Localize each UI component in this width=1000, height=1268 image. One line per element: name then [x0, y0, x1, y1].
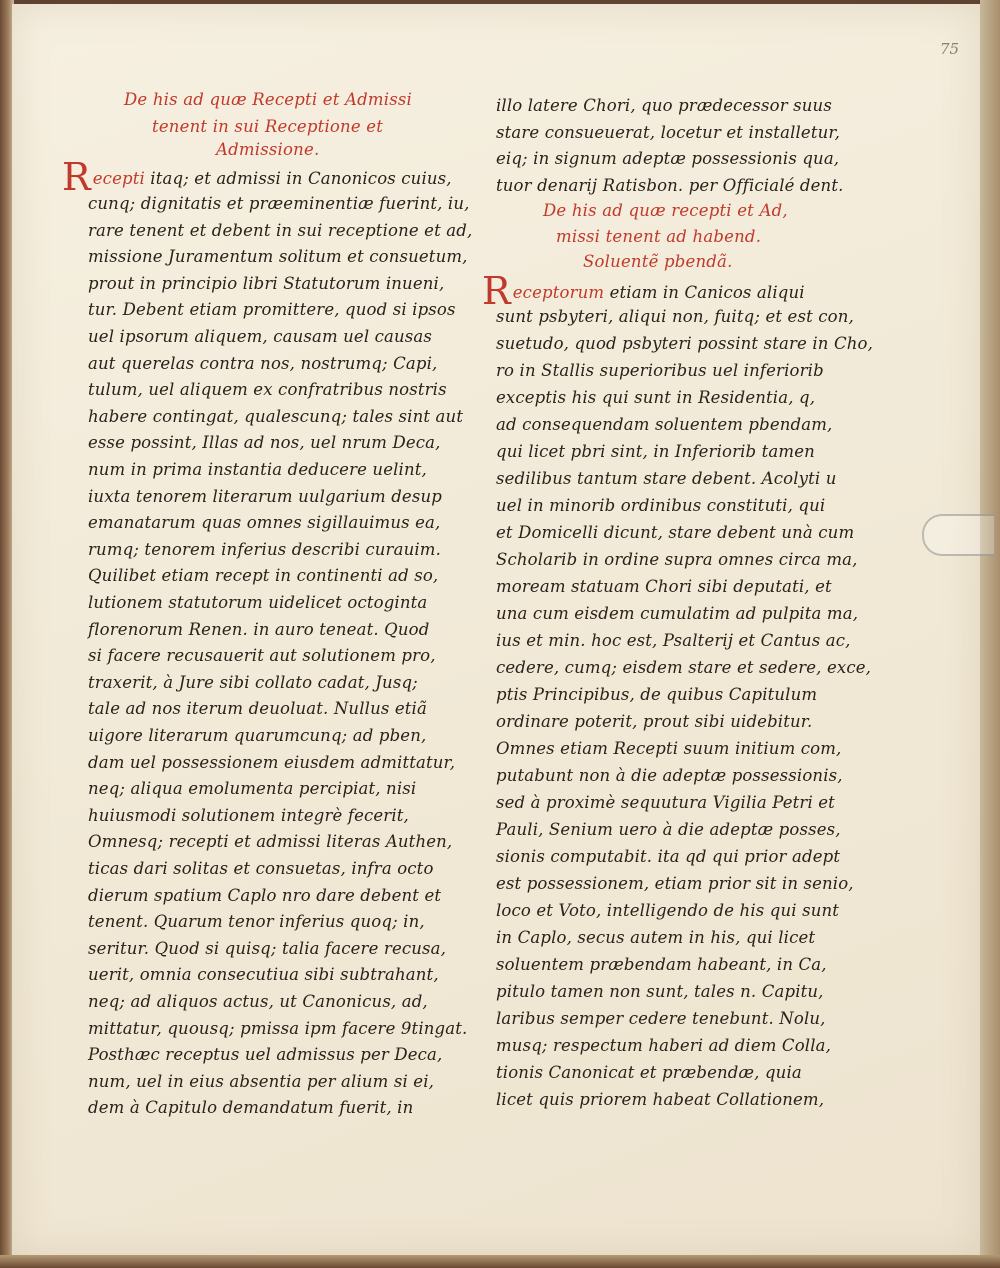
text-line: florenorum Renen. in auro teneat. Quod: [88, 619, 430, 639]
text-line: tuor denarij Ratisbon. per Officialé dent.: [496, 175, 844, 195]
text-line: pitulo tamen non sunt, tales n. Capitu,: [496, 982, 824, 1001]
text-line: ad consequendam soluentem pbendam,: [496, 415, 833, 434]
text-line: rumq; tenorem inferius describi curauim.: [88, 539, 441, 559]
text-line: eiq; in signum adeptæ possessionis qua,: [496, 149, 840, 168]
first-text-line: [62, 155, 452, 199]
text-line: uel in minorib ordinibus constituti, qui: [496, 496, 826, 515]
rubricated-first-word: ecepti: [92, 169, 145, 188]
text-line: sedilibus tantum stare debent. Acolyti u: [496, 469, 837, 488]
text-line: Scholarib in ordine supra omnes circa ma,: [496, 550, 858, 569]
text-line: ticas dari solitas et consuetas, infra octo: [88, 859, 434, 878]
text-line: sed à proximè sequutura Vigilia Petri et: [496, 793, 835, 812]
text-line: uigore literarum quarumcunq; ad pben,: [88, 726, 427, 745]
text-line: num in prima instantia deducere uelint,: [88, 460, 427, 479]
right-heading-line: missi tenent ad habend.: [556, 227, 762, 246]
text-line: cedere, cumq; eisdem stare et sedere, exce,: [496, 658, 872, 677]
text-line: illo latere Chori, quo prædecessor suus: [496, 96, 832, 115]
parchment-leaf: [12, 4, 983, 1258]
text-line: neq; ad aliquos actus, ut Canonicus, ad,: [88, 992, 428, 1011]
text-line: huiusmodi solutionem integrè fecerit,: [88, 805, 409, 825]
text-line: musq; respectum haberi ad diem Colla,: [496, 1036, 832, 1055]
text-line: dierum spatium Caplo nro dare debent et: [88, 885, 442, 905]
left-heading-line: Admissione.: [216, 140, 320, 159]
text-line: licet quis priorem habeat Collationem,: [496, 1090, 825, 1109]
text-line: rare tenent et debent in sui receptione et ad,: [88, 220, 473, 240]
first-text-line: [482, 269, 805, 313]
text-line: cunq; dignitatis et præeminentiæ fuerint, iu,: [88, 194, 470, 213]
text-line: prout in principio libri Statutorum inueni,: [88, 273, 445, 293]
text-line: soluentem præbendam habeant, in Ca,: [496, 955, 827, 974]
text-line: traxerit, à Jure sibi collato cadat, Jusq;: [88, 672, 418, 692]
right-heading-line: Soluentẽ pbendã.: [583, 252, 733, 271]
text-line: qui licet pbri sint, in Inferiorib tamen: [496, 442, 815, 461]
text-line: uel ipsorum aliquem, causam uel causas: [88, 327, 433, 346]
text-line: mittatur, quousq; pmissa ipm facere 9tingat.: [88, 1018, 468, 1038]
text-line: loco et Voto, intelligendo de his qui sunt: [496, 901, 840, 920]
text-line: aut querelas contra nos, nostrumq; Capi,: [88, 353, 438, 373]
text-line: laribus semper cedere tenebunt. Nolu,: [496, 1009, 826, 1028]
text-line: Omnes etiam Recepti suum initium com,: [496, 739, 842, 758]
folio-number: 75: [940, 40, 960, 58]
first-line-rest: etiam in Canicos aliqui: [604, 283, 805, 302]
text-line: et Domicelli dicunt, stare debent unà cum: [496, 523, 855, 542]
text-line: stare consueuerat, locetur et installetur,: [496, 122, 841, 142]
text-line: tulum, uel aliquem ex confratribus nostris: [88, 380, 447, 400]
left-heading-line: De his ad quæ Recepti et Admissi: [124, 90, 413, 109]
first-line-rest: itaq; et admissi in Canonicos cuius,: [144, 169, 452, 188]
text-line: est possessionem, etiam prior sit in senio,: [496, 874, 854, 893]
text-line: Posthæc receptus uel admissus per Deca,: [88, 1045, 443, 1065]
text-line: exceptis his qui sunt in Residentia, q,: [496, 388, 816, 407]
text-line: moream statuam Chori sibi deputati, et: [496, 577, 832, 596]
text-line: Pauli, Senium uero à die adeptæ posses,: [496, 820, 841, 839]
next-page-edge: [980, 0, 1000, 1268]
text-line: habere contingat, qualescunq; tales sint aut: [88, 406, 464, 426]
text-line: neq; aliqua emolumenta percipiat, nisi: [88, 779, 417, 799]
text-line: ptis Principibus, de quibus Capitulum: [496, 685, 818, 704]
text-line: sunt psbyteri, aliqui non, fuitq; et est con,: [496, 307, 854, 326]
text-line: suetudo, quod psbyteri possint stare in Cho,: [496, 334, 873, 353]
bottom-binding-edge: [0, 1255, 1000, 1268]
text-line: emanatarum quas omnes sigillauimus ea,: [88, 513, 441, 533]
text-line: lutionem statutorum uidelicet octoginta: [88, 593, 428, 612]
text-line: uerit, omnia consecutiua sibi subtrahant,: [88, 965, 439, 985]
decorated-initial: R: [62, 155, 91, 199]
text-line: in Caplo, secus autem in his, qui licet: [496, 928, 816, 947]
text-line: tenent. Quarum tenor inferius quoq; in,: [88, 912, 425, 932]
text-line: Quilibet etiam recept in continenti ad so,: [88, 566, 439, 586]
text-line: ordinare poterit, prout sibi uidebitur.: [496, 712, 813, 731]
text-line: tur. Debent etiam promittere, quod si ipsos: [88, 300, 456, 320]
text-line: ro in Stallis superioribus uel inferiorib: [496, 361, 824, 380]
rubricated-first-word: eceptorum: [512, 283, 605, 302]
text-line: num, uel in eius absentia per alium si ei,: [88, 1071, 435, 1091]
text-line: sionis computabit. ita qd qui prior adept: [496, 847, 841, 866]
text-line: seritur. Quod si quisq; talia facere recusa,: [88, 938, 447, 958]
text-line: iuxta tenorem literarum uulgarium desup: [88, 486, 442, 506]
text-line: ius et min. hoc est, Psalterij et Cantus ac,: [496, 631, 851, 650]
right-heading-line: De his ad quæ recepti et Ad,: [543, 201, 788, 220]
text-line: si facere recusauerit aut solutionem pro,: [88, 646, 436, 666]
text-line: putabunt non à die adeptæ possessionis,: [496, 766, 843, 785]
left-heading-line: tenent in sui Receptione et: [152, 117, 384, 136]
text-line: missione Juramentum solitum et consuetum,: [88, 247, 468, 267]
text-line: una cum eisdem cumulatim ad pulpita ma,: [496, 604, 859, 623]
decorated-initial: R: [482, 269, 511, 313]
text-line: dem à Capitulo demandatum fuerit, in: [88, 1098, 414, 1118]
page-clip: [922, 514, 994, 556]
text-line: esse possint, Illas ad nos, uel nrum Deca,: [88, 433, 441, 453]
text-line: Omnesq; recepti et admissi literas Authen,: [88, 832, 453, 852]
text-line: tale ad nos iterum deuoluat. Nullus etiã: [88, 699, 427, 719]
text-line: dam uel possessionem eiusdem admittatur,: [88, 752, 456, 772]
text-line: tionis Canonicat et præbendæ, quia: [496, 1063, 802, 1082]
